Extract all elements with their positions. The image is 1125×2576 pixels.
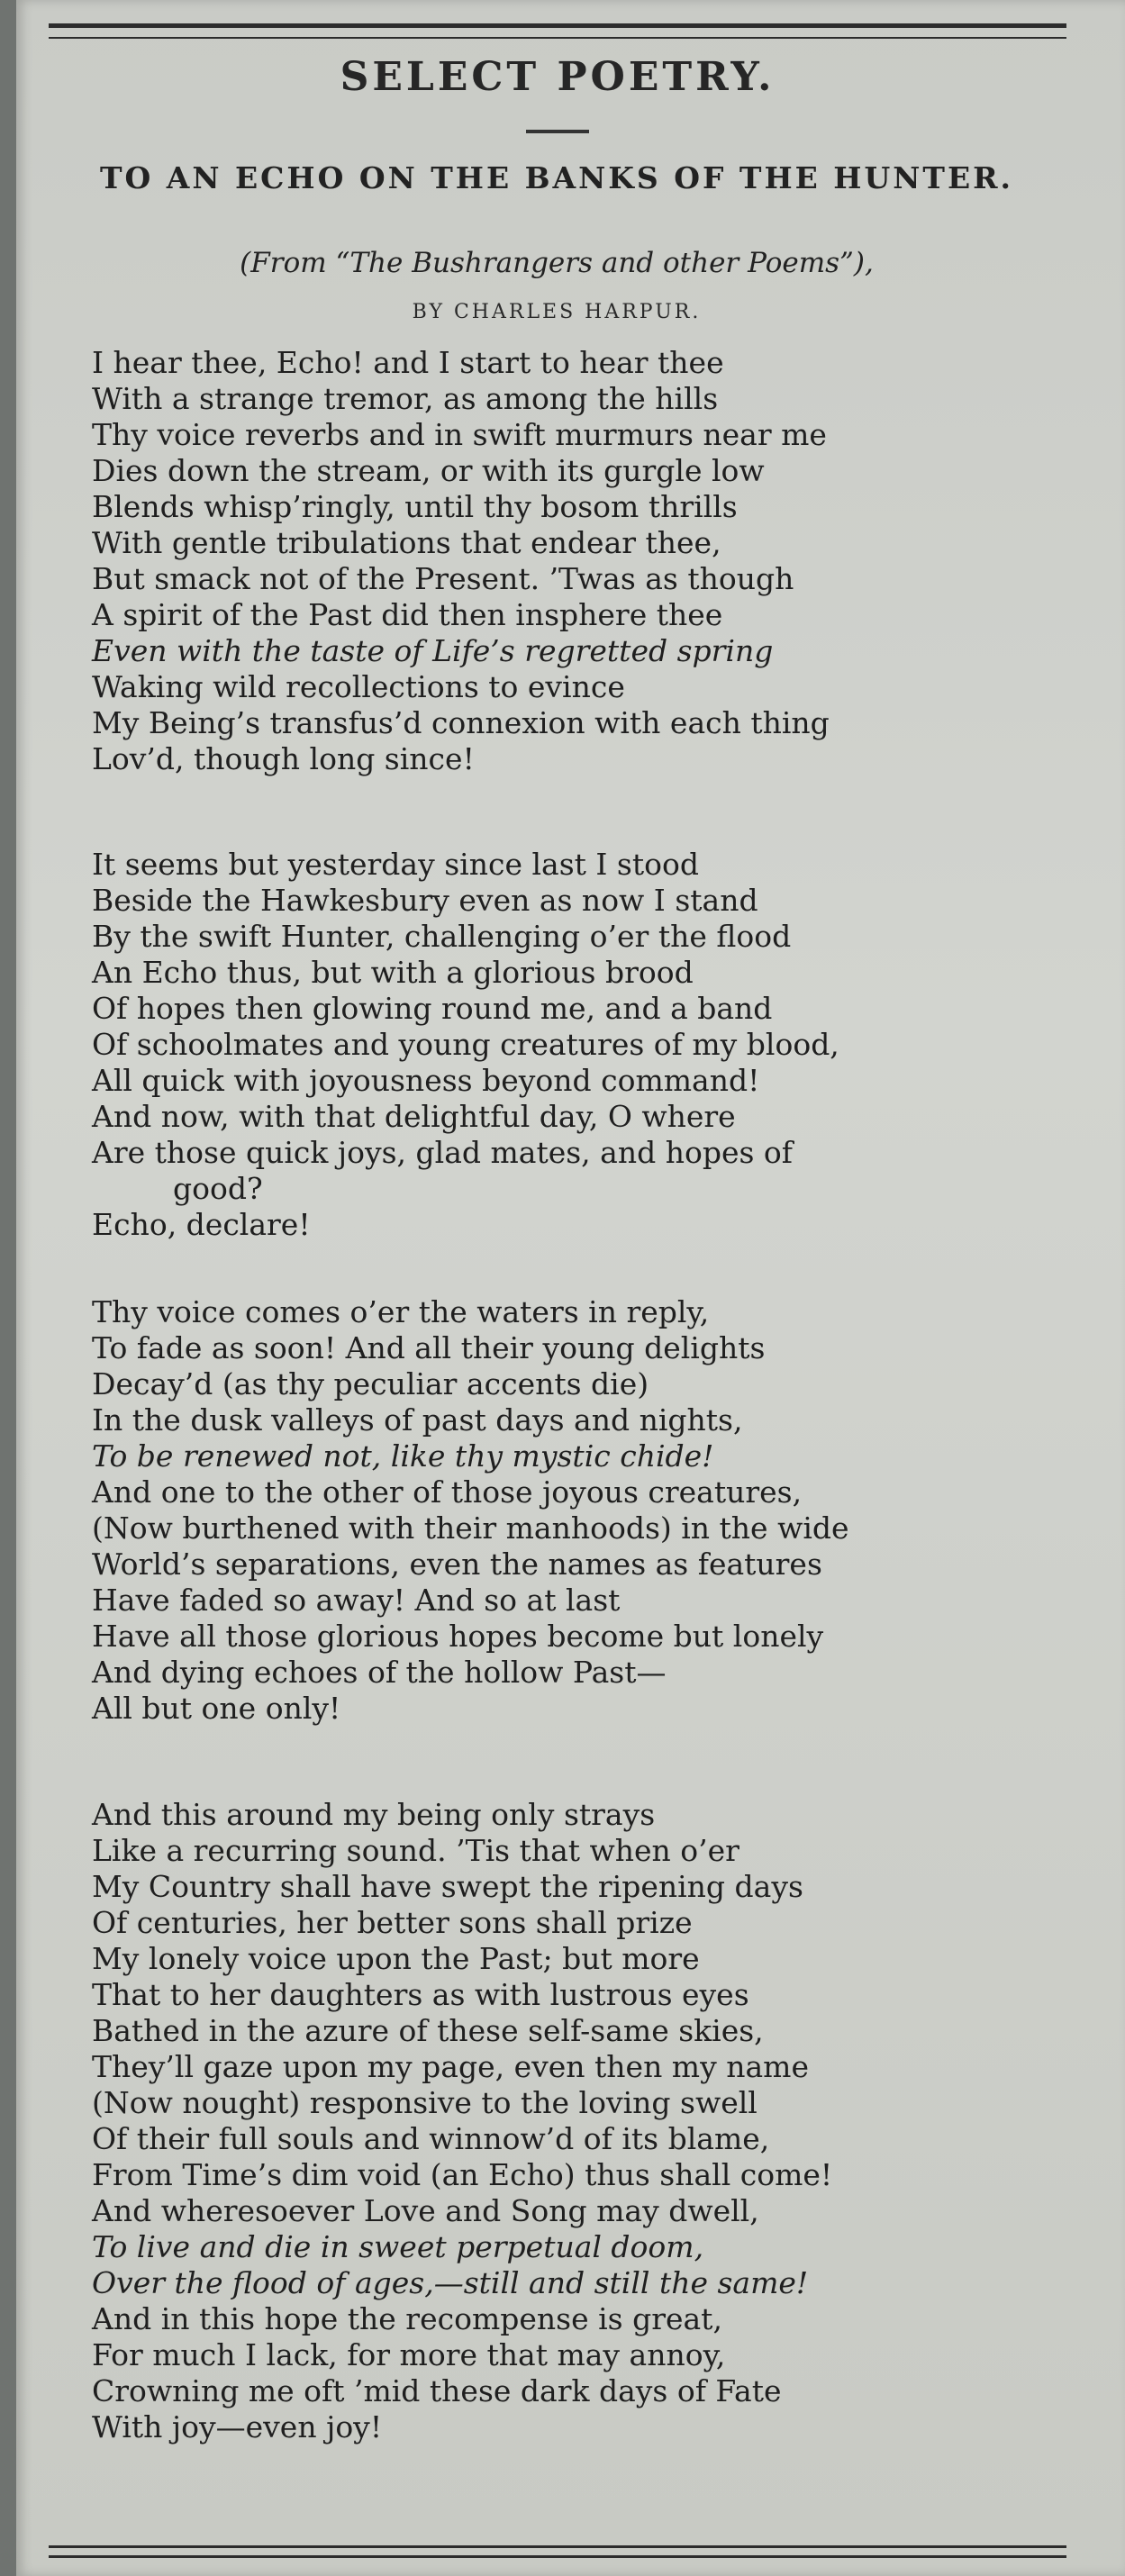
poem-line: Echo, declare! xyxy=(92,1207,311,1242)
poem-line: With gentle tribulations that endear thee, xyxy=(92,525,721,560)
poem-byline: BY CHARLES HARPUR. xyxy=(412,301,702,323)
poem-line: Like a recurring sound. ’Tis that when o’er xyxy=(92,1833,739,1868)
poem-line: It seems but yesterday since last I stood xyxy=(92,847,699,882)
poem-line: My Country shall have swept the ripening days xyxy=(92,1869,803,1904)
stanza-2 xyxy=(92,847,1074,1243)
poem-line: And this around my being only strays xyxy=(92,1797,656,1832)
poem-line: Of schoolmates and young creatures of my blood, xyxy=(92,1027,839,1062)
poem-line: All quick with joyousness beyond command! xyxy=(92,1063,760,1098)
poem-line: To fade as soon! And all their young delights xyxy=(92,1330,766,1365)
poem-line: Are those quick joys, glad mates, and hopes of xyxy=(92,1135,793,1170)
poem-line: And dying echoes of the hollow Past— xyxy=(92,1655,667,1690)
poem-line: I hear thee, Echo! and I start to hear thee xyxy=(92,345,724,380)
poem-line: Dies down the stream, or with its gurgle low xyxy=(92,453,765,488)
poem-line: By the swift Hunter, challenging o’er the flood xyxy=(92,919,792,954)
poem-line: A spirit of the Past did then insphere thee xyxy=(92,597,723,632)
poem-line: Bathed in the azure of these self-same skies, xyxy=(92,2013,764,2048)
poem-line: (Now burthened with their manhoods) in the wide xyxy=(92,1510,849,1546)
poem-line: And in this hope the recompense is great, xyxy=(92,2301,722,2336)
poem-line: In the dusk valleys of past days and nights, xyxy=(92,1402,743,1438)
poem-line: Of their full souls and winnow’d of its blame, xyxy=(92,2121,770,2156)
poem-line: Thy voice reverbs and in swift murmurs near me xyxy=(92,417,827,452)
poem-line-italic: Over the flood of ages,—still and still the same! xyxy=(92,2265,809,2300)
poem-line: Have faded so away! And so at last xyxy=(92,1583,621,1618)
poem-line: Blends whisp’ringly, until thy bosom thrills xyxy=(92,489,738,524)
poem-line: Of hopes then glowing round me, and a band xyxy=(92,991,773,1026)
stanza-4 xyxy=(92,1797,1074,2445)
poem-line: Waking wild recollections to evince xyxy=(92,669,625,704)
poem-line-continuation: good? xyxy=(173,1171,263,1206)
poem-line: World’s separations, even the names as features xyxy=(92,1547,822,1582)
poem-line: From Time’s dim void (an Echo) thus shall come! xyxy=(92,2157,833,2192)
poem-title: TO AN ECHO ON THE BANKS OF THE HUNTER. xyxy=(99,160,1014,195)
poem-line: Lov’d, though long since! xyxy=(92,741,475,776)
poem-line-italic: To live and die in sweet perpetual doom, xyxy=(92,2229,704,2264)
poem-line: Decay’d (as thy peculiar accents die) xyxy=(92,1366,649,1401)
poem-line: All but one only! xyxy=(92,1691,341,1726)
poem-line: That to her daughters as with lustrous eyes xyxy=(92,1977,749,2012)
poem-line: Thy voice comes o’er the waters in reply, xyxy=(92,1294,710,1329)
poem-line: And wheresoever Love and Song may dwell, xyxy=(92,2193,759,2228)
poem-line: Of centuries, her better sons shall prize xyxy=(92,1905,693,1940)
newspaper-clipping xyxy=(16,0,1125,2576)
poem-line: Crowning me oft ’mid these dark days of Fate xyxy=(92,2373,782,2408)
section-title: SELECT POETRY. xyxy=(340,54,776,100)
top-double-rule xyxy=(49,23,1066,39)
poem-line: For much I lack, for more that may annoy, xyxy=(92,2337,726,2372)
stanza-3 xyxy=(92,1294,1074,1727)
poem-line: They’ll gaze upon my page, even then my name xyxy=(92,2049,809,2084)
poem-line: My lonely voice upon the Past; but more xyxy=(92,1941,700,1976)
poem-line: Beside the Hawkesbury even as now I stand xyxy=(92,883,758,918)
poem-line: My Being’s transfus’d connexion with each thing xyxy=(92,705,830,740)
poem-source: (From “The Bushrangers and other Poems”), xyxy=(240,247,874,279)
title-separator-rule xyxy=(526,130,589,133)
poem-line-italic: Even with the taste of Life’s regretted spring xyxy=(92,633,774,668)
stanza-1 xyxy=(92,345,1074,777)
poem-line: And now, with that delightful day, O where xyxy=(92,1099,736,1134)
poem-line: With a strange tremor, as among the hills xyxy=(92,381,719,416)
poem-line: (Now nought) responsive to the loving swell xyxy=(92,2085,758,2120)
poem-line: An Echo thus, but with a glorious brood xyxy=(92,955,694,990)
poem-line: Have all those glorious hopes become but lonely xyxy=(92,1619,824,1654)
poem-line: With joy—even joy! xyxy=(92,2409,383,2444)
poem-line-italic: To be renewed not, like thy mystic chide! xyxy=(92,1438,714,1474)
poem-line: But smack not of the Present. ’Twas as though xyxy=(92,561,794,596)
poem-line: And one to the other of those joyous creatures, xyxy=(92,1474,803,1510)
bottom-double-rule xyxy=(49,2545,1066,2558)
